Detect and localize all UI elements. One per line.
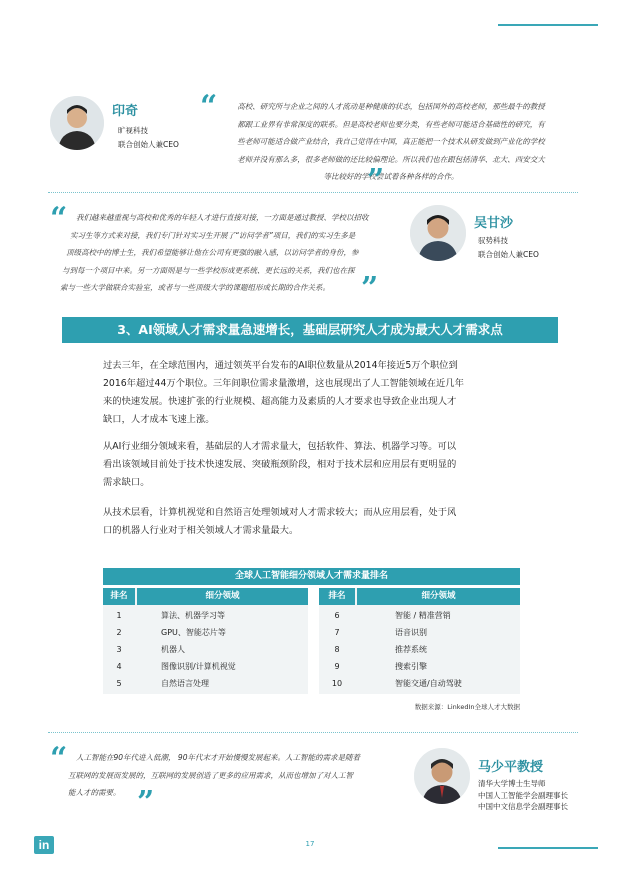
text-line: 过去三年，在全球范围内，通过领英平台发布的AI职位数量从2014年接近5万个职位到 — [103, 360, 458, 371]
quote-open-icon: “ — [200, 89, 218, 124]
avatar-mashaoping — [414, 748, 470, 804]
paragraph-2 — [103, 438, 523, 492]
field-cell: 算法、机器学习等 — [161, 611, 225, 620]
header-field: 细分领域 — [357, 588, 520, 605]
rank-cell: 6 — [334, 611, 340, 620]
avatar-yinqi — [50, 96, 104, 150]
title-line: 联合创始人兼CEO — [118, 140, 179, 149]
quote-open-icon: “ — [50, 201, 68, 236]
ranking-table — [103, 588, 520, 698]
field-cell: 图像识别/计算机视觉 — [161, 662, 236, 671]
rank-cell: 10 — [331, 679, 343, 688]
text-line: 口的机器人行业对于相关领域人才需求量最大。 — [103, 525, 299, 536]
text-line: 从技术层看，计算机视觉和自然语言处理领域对人才需求较大；而从应用层看，处于风 — [103, 507, 457, 518]
table-left-half — [103, 588, 308, 694]
rank-cell: 4 — [116, 662, 122, 671]
text-line: 从AI行业细分领域来看，基础层的人才需求量大，包括软件、算法、机器学习等。可以 — [103, 441, 457, 452]
rank-cell: 9 — [334, 662, 340, 671]
table-title: 全球人工智能细分领域人才需求量排名 — [103, 568, 520, 585]
text-line: 看出该领域目前处于技术快速发展、突破瓶颈阶段，相对于技术层和应用层有更明显的 — [103, 459, 457, 470]
top-decor-line — [498, 24, 598, 26]
rank-cell: 2 — [116, 628, 122, 637]
person-icon — [414, 748, 470, 804]
header-field: 细分领域 — [137, 588, 308, 605]
quote-line: 些老师可能适合做产业结合，我自己觉得在中国，真正能把一个技术从研发做到产业化的学校 — [237, 137, 545, 146]
text-line: 来的快速发展。快速扩张的行业规模、超高能力及素质的人才要求也导致企业出现人才 — [103, 396, 457, 407]
person-name-wuganshao: 吴甘沙 — [474, 216, 514, 231]
field-cell: 语音识别 — [395, 628, 427, 637]
quote-line: 顶级高校中的博士生，我们希望能够让他在公司有更强的融入感，以访问学者的身份，参 — [66, 248, 359, 257]
person-title-wuganshao — [478, 234, 539, 262]
linkedin-logo: in — [34, 836, 54, 854]
quote-open-icon: “ — [50, 741, 68, 776]
rank-cell: 1 — [116, 611, 122, 620]
quote-line: 高校、研究所与企业之间的人才流动是种健康的状态，包括国外的高校老师，那些最牛的教授 — [237, 102, 545, 111]
quote-text-mashaoping — [62, 749, 407, 802]
title-line: 中国中文信息学会副理事长 — [478, 802, 568, 811]
person-title-mashaoping — [478, 778, 568, 813]
quote-line: 互联网的发展而发展的，互联网的发展创造了更多的应用需求，从而也增加了对人工智 — [68, 770, 353, 780]
rank-cell: 7 — [334, 628, 340, 637]
person-name-yinqi: 印奇 — [112, 104, 139, 119]
page-number: 17 — [305, 840, 315, 848]
title-line: 联合创始人兼CEO — [478, 250, 539, 259]
avatar-wuganshao — [410, 205, 466, 261]
quote-line: 能人才的需要。 — [68, 788, 121, 797]
quote-close-icon: ” — [361, 271, 379, 306]
section-heading: 3、AI领域人才需求量急速增长，基础层研究人才成为最大人才需求点 — [62, 317, 558, 343]
quote-line: 与到每一个项目中来。另一方面则是与一些学校形成更系统、更长远的关系，我们也在探 — [62, 265, 355, 275]
title-line: 中国人工智能学会副理事长 — [478, 790, 568, 800]
header-rank: 排名 — [319, 588, 355, 605]
quote-close-icon: ” — [367, 163, 385, 198]
text-line: 需求缺口。 — [103, 477, 150, 488]
quote-line: 我们越来越重视与高校和优秀的年轻人才进行直接对接，一方面是通过教授、学校以招收 — [76, 213, 369, 222]
person-icon — [50, 96, 104, 150]
divider-line — [48, 732, 578, 733]
rank-cell: 3 — [116, 645, 122, 654]
quote-line: 老师并没有那么多，很多老师做的还比较偏理论。所以我们也在跟包括清华、北大、西安交大 — [237, 154, 545, 164]
table-right-half — [319, 588, 520, 694]
title-line: 驭势科技 — [478, 236, 508, 245]
divider-line — [48, 192, 578, 193]
person-name-mashaoping: 马少平教授 — [478, 760, 544, 775]
quote-line: 等比较好的学校尝试着各种各样的合作。 — [323, 172, 459, 181]
rank-cell: 5 — [116, 679, 122, 688]
paragraph-3 — [103, 504, 523, 540]
table-source: 数据来源：LinkedIn全球人才大数据 — [414, 703, 520, 711]
title-line: 旷视科技 — [118, 126, 148, 135]
quote-text-wuganshao — [60, 209, 405, 297]
paragraph-1 — [103, 357, 523, 429]
text-line: 缺口，人才成本飞速上涨。 — [103, 414, 215, 425]
quote-line: 实习生等方式来对接，我们专门针对实习生开展了“访问学者”项目，我们的实习生多是 — [70, 230, 356, 240]
quote-text-yinqi — [206, 98, 576, 186]
header-rank: 排名 — [103, 588, 135, 605]
field-cell: 智能 / 精准营销 — [395, 611, 451, 620]
quote-line: 都跟工业界有非常深度的联系。但是高校老师也要分类，有些老师可能适合基础性的研究，有 — [237, 119, 545, 129]
rank-cell: 8 — [334, 645, 340, 654]
quote-line: 人工智能在90年代进入低潮， 90年代末才开始慢慢发展起来。人工智能的需求是随着 — [76, 753, 360, 762]
bottom-decor-line — [498, 847, 598, 849]
quote-close-icon: ” — [137, 785, 155, 820]
field-cell: 推荐系统 — [395, 645, 427, 654]
text-line: 2016年超过44万个职位。三年间职位需求量激增，这也展现出了人工智能领域在近几年 — [103, 378, 464, 389]
person-icon — [410, 205, 466, 261]
title-line: 清华大学博士生导师 — [478, 779, 546, 788]
field-cell: 智能交通/自动驾驶 — [395, 679, 462, 688]
field-cell: 机器人 — [161, 645, 185, 654]
person-title-yinqi — [118, 124, 179, 152]
field-cell: GPU、智能芯片等 — [161, 628, 226, 637]
quote-line: 索与一些大学做联合实验室，或者与一些顶级大学的课题组形成长期的合作关系。 — [60, 283, 330, 292]
field-cell: 自然语言处理 — [161, 679, 209, 688]
field-cell: 搜索引擎 — [395, 662, 427, 671]
